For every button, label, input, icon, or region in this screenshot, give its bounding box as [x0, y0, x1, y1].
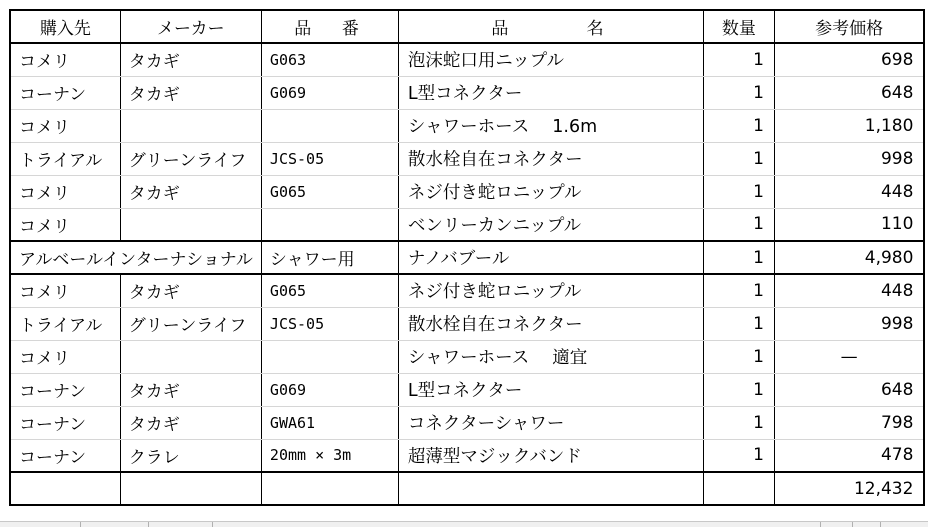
cell-part-no[interactable]: G065 — [261, 274, 398, 307]
cell-maker[interactable]: グリーンライフ — [120, 307, 261, 340]
header-part-no[interactable]: 品 番 — [261, 10, 398, 43]
cell-price[interactable]: 998 — [774, 307, 924, 340]
cell-shop[interactable]: コーナン — [10, 76, 120, 109]
cell-maker[interactable]: タカギ — [120, 43, 261, 76]
cell-price[interactable]: 648 — [774, 373, 924, 406]
cell-name[interactable]: ナノバブール — [398, 241, 703, 274]
cell-shop[interactable]: コメリ — [10, 340, 120, 373]
table-row — [10, 340, 924, 373]
cell-part-no[interactable] — [261, 109, 398, 142]
cell-part-no[interactable]: G069 — [261, 76, 398, 109]
cell-price[interactable]: 698 — [774, 43, 924, 76]
cell-part-no[interactable] — [261, 208, 398, 241]
cell-qty[interactable]: 1 — [703, 241, 774, 274]
cell-qty[interactable]: 1 — [703, 307, 774, 340]
sheet-tab-divider — [852, 522, 853, 527]
total-empty-cell[interactable] — [120, 472, 261, 505]
cell-name[interactable]: ベンリーカンニップル — [398, 208, 703, 241]
table-row — [10, 307, 924, 340]
cell-shop[interactable]: コーナン — [10, 406, 120, 439]
cell-price[interactable]: 4,980 — [774, 241, 924, 274]
cell-shop[interactable]: コメリ — [10, 175, 120, 208]
cell-name[interactable]: L型コネクター — [398, 373, 703, 406]
total-row — [10, 472, 924, 505]
table-row — [10, 406, 924, 439]
table-row — [10, 241, 924, 274]
cell-maker[interactable]: タカギ — [120, 175, 261, 208]
cell-qty[interactable]: 1 — [703, 43, 774, 76]
table-row — [10, 274, 924, 307]
cell-maker[interactable]: グリーンライフ — [120, 142, 261, 175]
sheet-tab-divider — [880, 522, 881, 527]
cell-price[interactable]: 648 — [774, 76, 924, 109]
cell-qty[interactable]: 1 — [703, 439, 774, 472]
header-price[interactable]: 参考価格 — [774, 10, 924, 43]
cell-shop[interactable]: コメリ — [10, 208, 120, 241]
header-row — [10, 10, 924, 43]
cell-name[interactable]: 泡沫蛇口用ニップル — [398, 43, 703, 76]
cell-part-no[interactable]: G069 — [261, 373, 398, 406]
cell-price[interactable]: 448 — [774, 274, 924, 307]
sheet-tab-strip — [0, 521, 928, 527]
table-row — [10, 76, 924, 109]
cell-maker[interactable]: タカギ — [120, 406, 261, 439]
table-row — [10, 142, 924, 175]
cell-qty[interactable]: 1 — [703, 175, 774, 208]
cell-shop[interactable]: トライアル — [10, 307, 120, 340]
cell-name[interactable]: シャワーホース 適宜 — [398, 340, 703, 373]
total-empty-cell[interactable] — [398, 472, 703, 505]
cell-price[interactable]: 1,180 — [774, 109, 924, 142]
cell-maker[interactable] — [120, 109, 261, 142]
cell-name[interactable]: 超薄型マジックバンド — [398, 439, 703, 472]
cell-part-no[interactable]: 20mm × 3m — [261, 439, 398, 472]
table-row — [10, 208, 924, 241]
total-empty-cell[interactable] — [261, 472, 398, 505]
cell-shop[interactable]: コーナン — [10, 439, 120, 472]
header-maker[interactable]: メーカー — [120, 10, 261, 43]
cell-qty[interactable]: 1 — [703, 406, 774, 439]
cell-shop[interactable]: アルベールインターナショナル — [10, 241, 261, 274]
table-row — [10, 109, 924, 142]
cell-price[interactable]: 798 — [774, 406, 924, 439]
header-name[interactable]: 品 名 — [398, 10, 703, 43]
cell-part-no[interactable]: GWA61 — [261, 406, 398, 439]
sheet-tab-divider — [148, 522, 149, 527]
cell-maker[interactable] — [120, 208, 261, 241]
cell-shop[interactable]: コメリ — [10, 43, 120, 76]
cell-name[interactable]: シャワーホース 1.6m — [398, 109, 703, 142]
cell-qty[interactable]: 1 — [703, 274, 774, 307]
cell-part-no[interactable]: G065 — [261, 175, 398, 208]
cell-shop[interactable]: トライアル — [10, 142, 120, 175]
cell-shop[interactable]: コメリ — [10, 109, 120, 142]
cell-name[interactable]: ネジ付き蛇ロニップル — [398, 274, 703, 307]
cell-name[interactable]: ネジ付き蛇ロニップル — [398, 175, 703, 208]
parts-list-table — [9, 9, 925, 506]
cell-shop[interactable]: コーナン — [10, 373, 120, 406]
cell-price[interactable]: 998 — [774, 142, 924, 175]
cell-part-no[interactable] — [261, 340, 398, 373]
cell-name[interactable]: コネクターシャワー — [398, 406, 703, 439]
cell-name[interactable]: L型コネクター — [398, 76, 703, 109]
cell-shop[interactable]: コメリ — [10, 274, 120, 307]
cell-maker[interactable]: タカギ — [120, 373, 261, 406]
cell-qty[interactable]: 1 — [703, 142, 774, 175]
cell-qty[interactable]: 1 — [703, 109, 774, 142]
sheet-tab-divider — [80, 522, 81, 527]
table-row — [10, 439, 924, 472]
cell-maker[interactable]: クラレ — [120, 439, 261, 472]
header-qty[interactable]: 数量 — [703, 10, 774, 43]
cell-qty[interactable]: 1 — [703, 340, 774, 373]
cell-qty[interactable]: 1 — [703, 208, 774, 241]
cell-part-no[interactable]: JCS-05 — [261, 307, 398, 340]
cell-price[interactable]: 478 — [774, 439, 924, 472]
cell-name[interactable]: 散水栓自在コネクター — [398, 307, 703, 340]
cell-qty[interactable]: 1 — [703, 373, 774, 406]
cell-part-no[interactable]: G063 — [261, 43, 398, 76]
total-price[interactable]: 12,432 — [774, 472, 924, 505]
table-row — [10, 373, 924, 406]
header-shop[interactable]: 購入先 — [10, 10, 120, 43]
cell-name[interactable]: 散水栓自在コネクター — [398, 142, 703, 175]
total-empty-cell[interactable] — [10, 472, 120, 505]
cell-maker[interactable]: タカギ — [120, 274, 261, 307]
table-row — [10, 43, 924, 76]
sheet-tab-divider — [212, 522, 213, 527]
cell-part-no[interactable]: JCS-05 — [261, 142, 398, 175]
total-empty-cell[interactable] — [703, 472, 774, 505]
cell-price[interactable]: 448 — [774, 175, 924, 208]
cell-maker[interactable]: タカギ — [120, 76, 261, 109]
cell-price[interactable]: — — [774, 340, 924, 373]
sheet-tab-divider — [820, 522, 821, 527]
cell-qty[interactable]: 1 — [703, 76, 774, 109]
cell-maker[interactable] — [120, 340, 261, 373]
cell-part-no[interactable]: シャワー用 — [261, 241, 398, 274]
cell-price[interactable]: 110 — [774, 208, 924, 241]
table-row — [10, 175, 924, 208]
